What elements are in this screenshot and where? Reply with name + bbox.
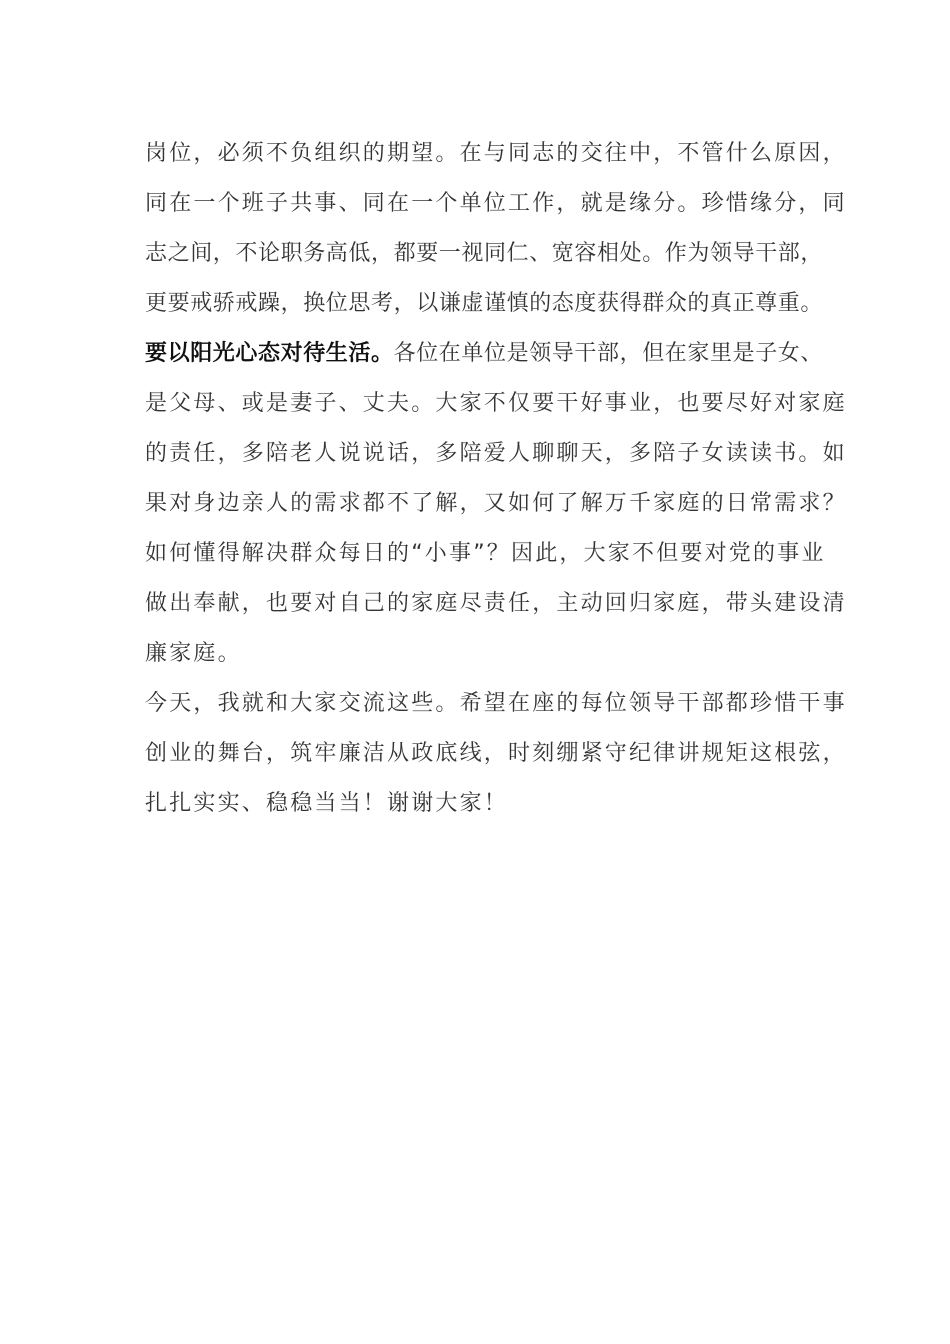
text-line-2: 同在一个班子共事、同在一个单位工作，就是缘分。珍惜缘分，同 (145, 191, 847, 216)
text-line-9: 如何懂得解决群众每日的“小事”？因此，大家不但要对党的事业 (145, 541, 826, 566)
speech-body-text (145, 129, 847, 829)
text-line-4: 更要戒骄戒躁，换位思考，以谦虚谨慎的态度获得群众的真正尊重。 (145, 291, 824, 316)
text-line-6: 是父母、或是妻子、丈夫。大家不仅要干好事业，也要尽好对家庭 (145, 391, 847, 416)
section-heading-positive-attitude: 要以阳光心态对待生活。 (145, 341, 394, 366)
text-line-5-rest: 各位在单位是领导干部，但在家里是子女、 (393, 341, 824, 366)
text-line-3: 志之间，不论职务高低，都要一视同仁、宽容相处。作为领导干部， (145, 241, 824, 266)
text-line-13: 创业的舞台，筑牢廉洁从政底线，时刻绷紧守纪律讲规矩这根弦， (145, 741, 847, 766)
text-line-8: 果对身边亲人的需求都不了解，又如何了解万千家庭的日常需求？ (145, 491, 847, 516)
text-line-5 (145, 329, 835, 379)
text-line-12: 今天，我就和大家交流这些。希望在座的每位领导干部都珍惜干事 (145, 691, 847, 716)
text-line-10: 做出奉献，也要对自己的家庭尽责任，主动回归家庭，带头建设清 (145, 591, 847, 616)
text-line-11: 廉家庭。 (145, 641, 242, 666)
text-line-7: 的责任，多陪老人说说话，多陪爱人聊聊天，多陪子女读读书。如 (145, 441, 847, 466)
text-line-1: 岗位，必须不负组织的期望。在与同志的交往中，不管什么原因， (145, 141, 847, 166)
text-line-14: 扎扎实实、稳稳当当！谢谢大家！ (145, 791, 509, 816)
